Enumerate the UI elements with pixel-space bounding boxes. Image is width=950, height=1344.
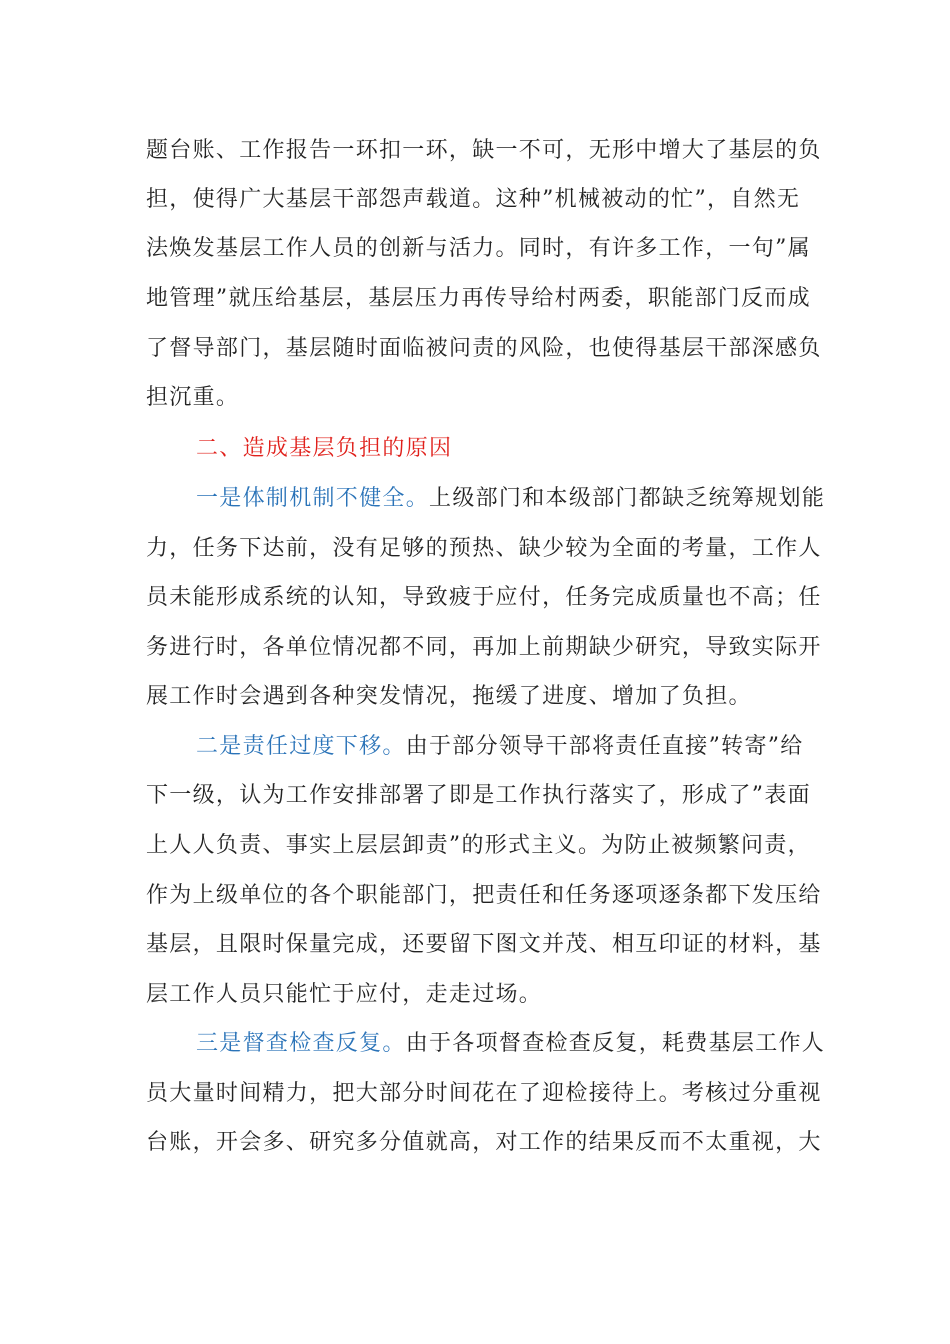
reason-1-first-line-text: 上级部门和本级部门都缺乏统筹规划能 [429,486,826,511]
reason-3-line: 台账，开会多、研究多分值就高，对工作的结果反而不太重视，大 [146,1130,822,1155]
reason-3-line: 员大量时间精力，把大部分时间花在了迎检接待上。考核过分重视 [146,1081,822,1106]
reason-2-first-line-text: 由于部分领导干部将责任直接”转寄”给 [405,734,804,759]
section-heading: 二、造成基层负担的原因 [196,436,453,461]
reason-2-first-line [196,729,854,765]
intro-line: 题台账、工作报告一环扣一环，缺一不可，无形中增大了基层的负 [146,138,822,163]
reason-2-lead: 二是责任过度下移。 [196,734,406,759]
intro-line: 担沉重。 [146,385,240,410]
intro-line: 担，使得广大基层干部怨声载道。这种”机械被动的忙”，自然无 [146,187,801,212]
reason-2-line: 基层，且限时保量完成，还要留下图文并茂、相互印证的材料，基 [146,932,822,957]
reason-2-line: 作为上级单位的各个职能部门，把责任和任务逐项逐条都下发压给 [146,883,822,908]
reason-2-line: 下一级，认为工作安排部署了即是工作执行落实了，形成了”表面 [146,783,811,808]
reason-1-lead: 一是体制机制不健全。 [196,486,430,511]
intro-line: 法焕发基层工作人员的创新与活力。同时，有许多工作，一句”属 [146,236,811,261]
reason-3-lead: 三是督查检查反复。 [196,1031,406,1056]
reason-1-line: 力，任务下达前，没有足够的预热、缺少较为全面的考量，工作人 [146,536,822,561]
reason-1-first-line [196,481,854,517]
reason-3-first-line [196,1026,854,1062]
reason-1-line: 展工作时会遇到各种突发情况，拖缓了进度、增加了负担。 [146,684,752,709]
reason-1-line: 员未能形成系统的认知，导致疲于应付，任务完成质量也不高；任 [146,585,822,610]
intro-line: 地管理”就压给基层，基层压力再传导给村两委，职能部门反而成 [146,286,811,311]
reason-3-first-line-text: 由于各项督查检查反复，耗费基层工作人 [405,1031,826,1056]
reason-2-line: 层工作人员只能忙于应付，走走过场。 [146,982,543,1007]
reason-1-line: 务进行时，各单位情况都不同，再加上前期缺少研究，导致实际开 [146,635,822,660]
reason-2-line: 上人人负责、事实上层层卸责”的形式主义。为防止被频繁问责， [146,833,811,858]
intro-line: 了督导部门，基层随时面临被问责的风险，也使得基层干部深感负 [146,336,822,361]
